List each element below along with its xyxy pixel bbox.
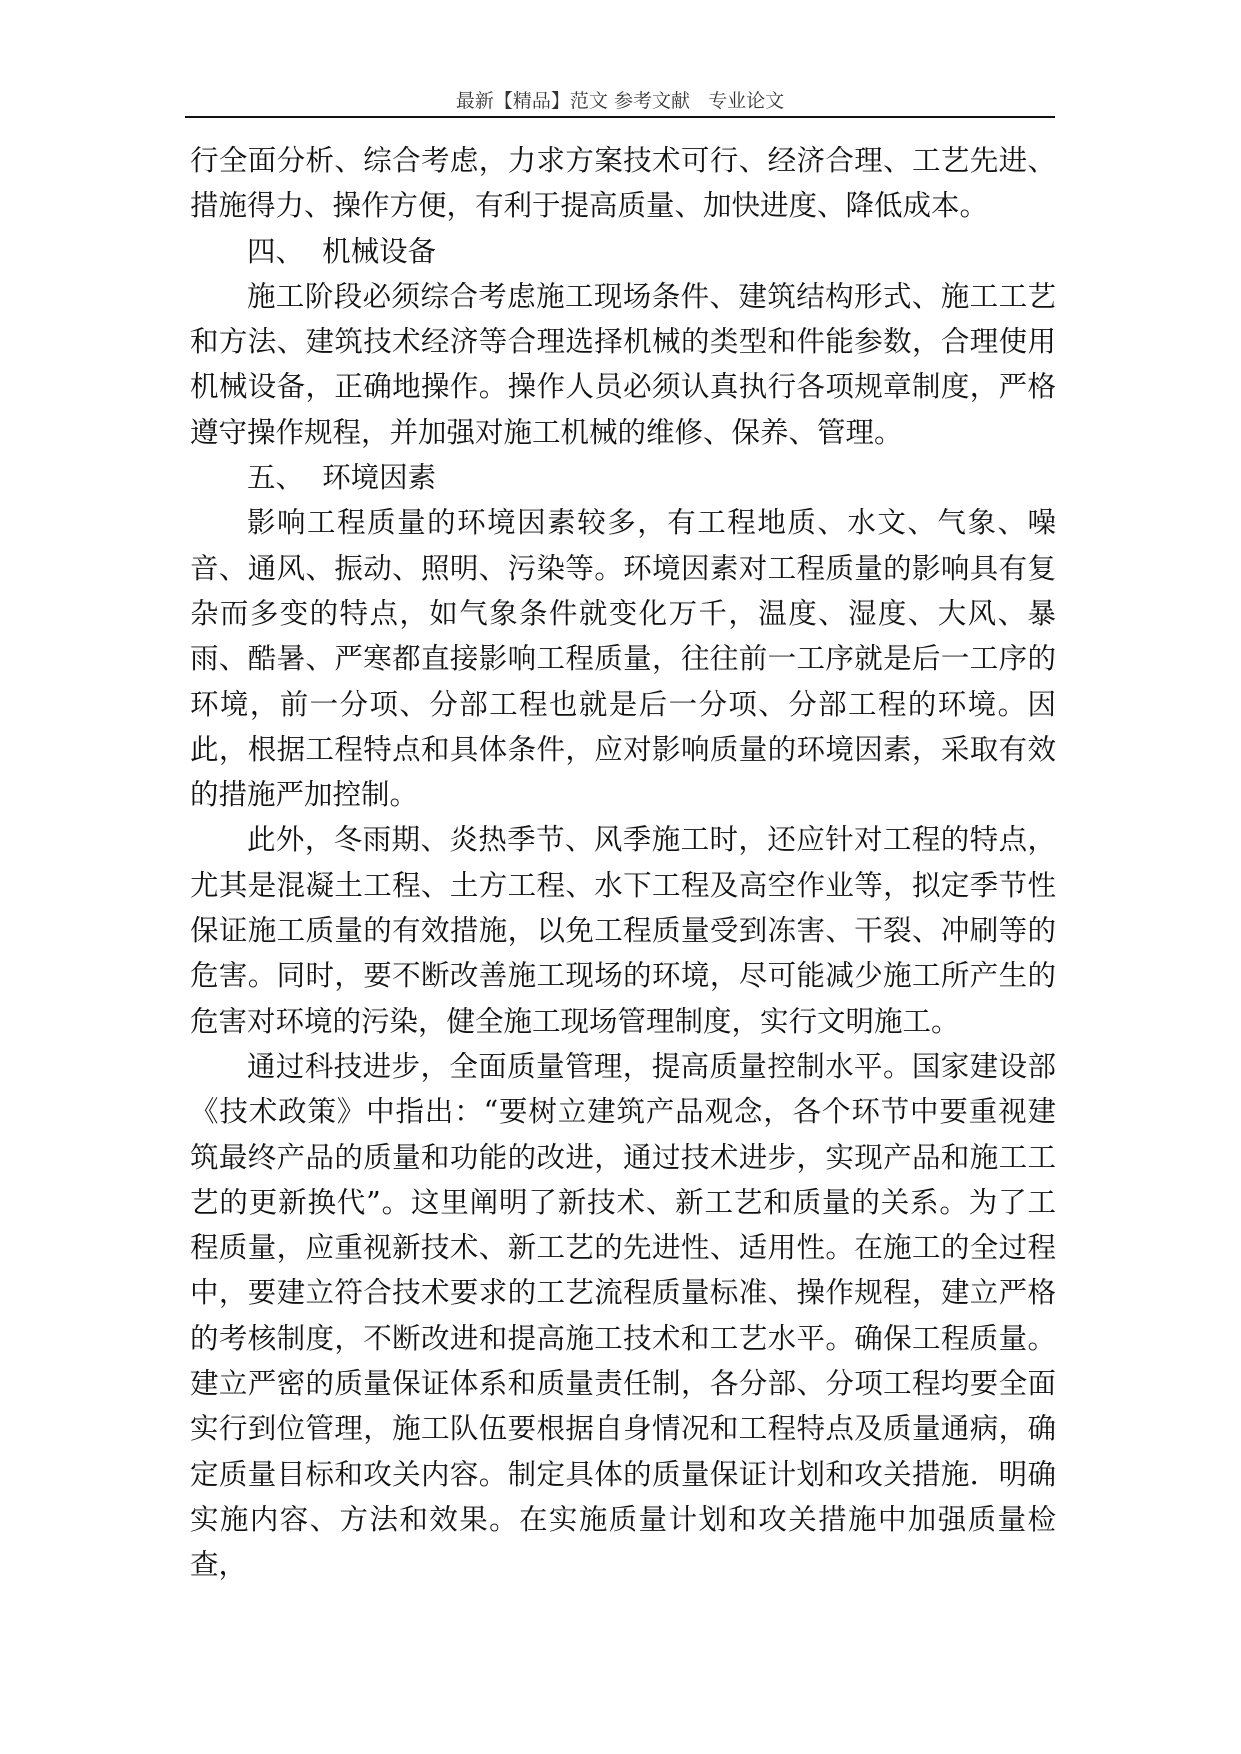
paragraph-continuation: 行全面分析、综合考虑，力求方案技术可行、经济合理、工艺先进、措施得力、操作方便，有利于提高质量、加快进度、降低成本。 (190, 144, 1056, 223)
header-divider (185, 116, 1055, 118)
paragraph-machinery: 施工阶段必须综合考虑施工现场条件、建筑结构形式、施工工艺和方法、建筑技术经济等合理选择机械的类型和件能参数，合理使用机械设备，正确地操作。操作人员必须认真执行各项规章制度，严格遵守操作规程，并加强对施工机械的维修、保养、管理。 (190, 279, 1056, 449)
document-body (190, 138, 1056, 1588)
page-header: 最新【精品】范文 参考文献 专业论文 (455, 90, 785, 112)
paragraph-environment: 影响工程质量的环境因素较多，有工程地质、水文、气象、噪音、通风、振动、照明、污染等。环境因素对工程质量的影响具有复杂而多变的特点，如气象条件就变化万千，温度、湿度、大风、暴雨、酷暑、严寒都直接影响工程质量，往往前一工序就是后一工序的环境，前一分项、分部工程也就是后一分项、分部工程的环境。因此，根据工程特点和具体条件，应对影响质量的环境因素，采取有效的措施严加控制。 (190, 506, 1056, 812)
section-heading-machinery: 四、 机械设备 (247, 234, 437, 268)
paragraph-technology-progress: 通过科技进步，全面质量管理，提高质量控制水平。国家建设部《技术政策》中指出：“要树立建筑产品观念，各个环节中要重视建筑最终产品的质量和功能的改进，通过技术进步，实现产品和施工工艺的更新换代”。这里阐明了新技术、新工艺和质量的关系。为了工程质量，应重视新技术、新工艺的先进性、适用性。在施工的全过程中，要建立符合技术要求的工艺流程质量标准、操作规程，建立严格的考核制度，不断改进和提高施工技术和工艺水平。确保工程质量。建立严密的质量保证体系和质量责任制，各分部、分项工程均要全面实行到位管理，施工队伍要根据自身情况和工程特点及质量通病，确定质量目标和攻关内容。制定具体的质量保证计划和攻关措施．明确实施内容、方法和效果。在实施质量计划和攻关措施中加强质量检查， (190, 1049, 1056, 1582)
section-heading-environment: 五、 环境因素 (247, 461, 437, 495)
paragraph-seasonal-construction: 此外，冬雨期、炎热季节、风季施工时，还应针对工程的特点，尤其是混凝土工程、土方工程、水下工程及高空作业等，拟定季节性保证施工质量的有效措施，以免工程质量受到冻害、干裂、冲刷等的危害。同时，要不断改善施工现场的环境，尽可能减少施工所产生的危害对环境的污染，健全施工现场管理制度，实行文明施工。 (190, 823, 1056, 1038)
